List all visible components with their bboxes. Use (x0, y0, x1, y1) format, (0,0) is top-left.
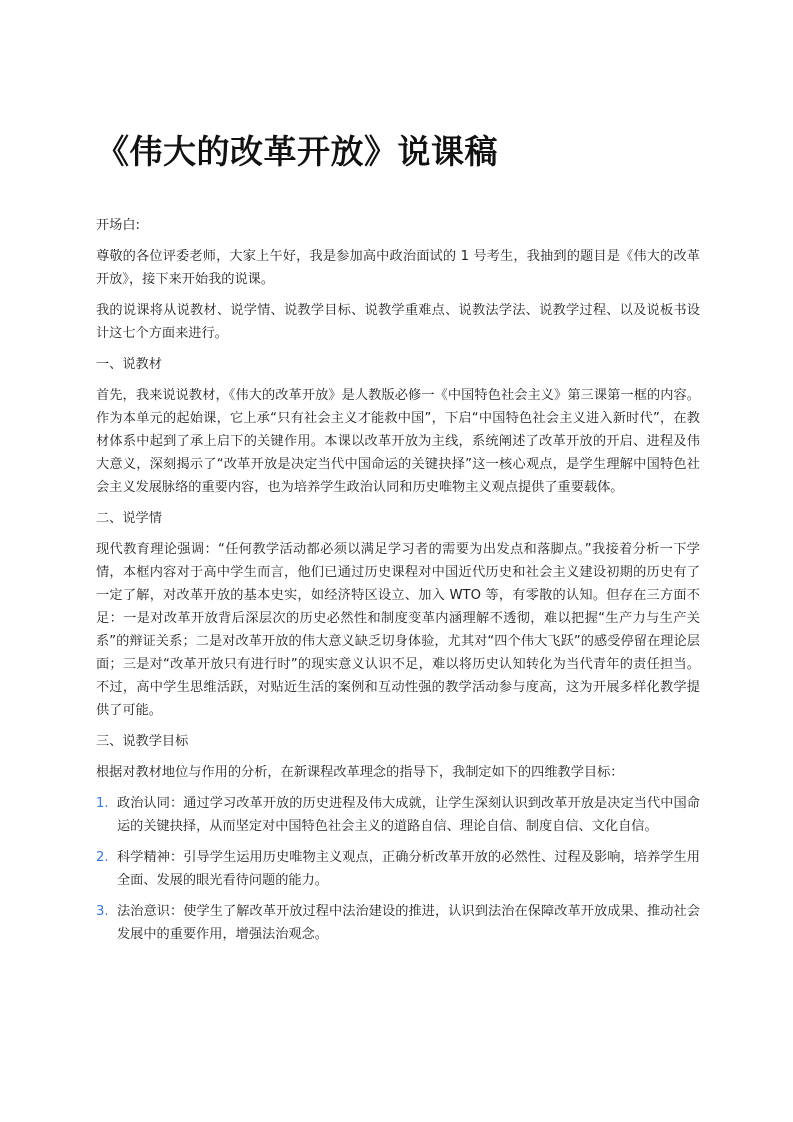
list-item-text: 政治认同：通过学习改革开放的历史进程及伟大成就，让学生深刻认识到改革开放是决定当代中国命运的关键抉择，从而坚定对中国特色社会主义的道路自信、理论自信、制度自信、文化自信。 (117, 796, 700, 834)
list-item (96, 846, 700, 892)
list-number: 2. (96, 850, 109, 865)
list-number: 1. (96, 796, 109, 811)
outline-paragraph: 我的说课将从说教材、说学情、说教学目标、说教学重难点、说教法学法、说教学过程、以及说板书设计这七个方面来进行。 (96, 303, 700, 341)
section-text-goals: 根据对教材地位与作用的分析，在新课程改革理念的指导下，我制定如下的四维教学目标： (96, 765, 624, 780)
goals-list (96, 792, 700, 946)
list-item (96, 792, 700, 838)
list-number: 3. (96, 904, 109, 919)
document-body (96, 214, 700, 954)
section-heading-students: 二、说学情 (96, 511, 162, 526)
list-item (96, 900, 700, 946)
opening-label: 开场白: (96, 218, 141, 233)
list-item-text: 科学精神：引导学生运用历史唯物主义观点，正确分析改革开放的必然性、过程及影响，培养学生用全面、发展的眼光看待问题的能力。 (117, 850, 700, 888)
section-text-students: 现代教育理论强调：“任何教学活动都必须以满足学习者的需要为出发点和落脚点。”我接着分析一下学情，本框内容对于高中学生而言，他们已通过历史课程对中国近代历史和社会主义建设初期的历史有了一定了解，对改革开放的基本史实，如经济特区设立、加入 WTO 等，有零散的认知。但存在三方面不足：一是对改革开放背后深层次的历史必然性和制度变革内涵理解不透彻，难以把握“生产力与生产关系”的辩证关系；二是对改革开放的伟大意义缺乏切身体验，尤其对“四个伟大飞跃”的感受停留在理论层面；三是对“改革开放只有进行时”的现实意义认识不足，难以将历史认知转化为当代青年的责任担当。不过，高中学生思维活跃，对贴近生活的案例和互动性强的教学活动参与度高，这为开展多样化教学提供了可能。 (96, 542, 700, 718)
list-item-text: 法治意识：使学生了解改革开放过程中法治建设的推进，认识到法治在保障改革开放成果、推动社会发展中的重要作用，增强法治观念。 (117, 904, 700, 942)
section-heading-textbook: 一、说教材 (96, 357, 162, 372)
section-text-textbook: 首先，我来说说教材，《伟大的改革开放》是人教版必修一《中国特色社会主义》第三课第一框的内容。作为本单元的起始课，它上承“只有社会主义才能救中国”，下启“中国特色社会主义进入新时代”，在教材体系中起到了承上启下的关键作用。本课以改革开放为主线，系统阐述了改革开放的开启、进程及伟大意义，深刻揭示了“改革开放是决定当代中国命运的关键抉择”这一核心观点，是学生理解中国特色社会主义发展脉络的重要内容，也为培养学生政治认同和历史唯物主义观点提供了重要载体。 (96, 388, 700, 495)
greeting-paragraph: 尊敬的各位评委老师，大家上午好，我是参加高中政治面试的 1 号考生，我抽到的题目是《伟大的改革开放》，接下来开始我的说课。 (96, 249, 700, 287)
page-title: 《伟大的改革开放》说课稿 (96, 132, 498, 171)
section-heading-goals: 三、说教学目标 (96, 734, 189, 749)
